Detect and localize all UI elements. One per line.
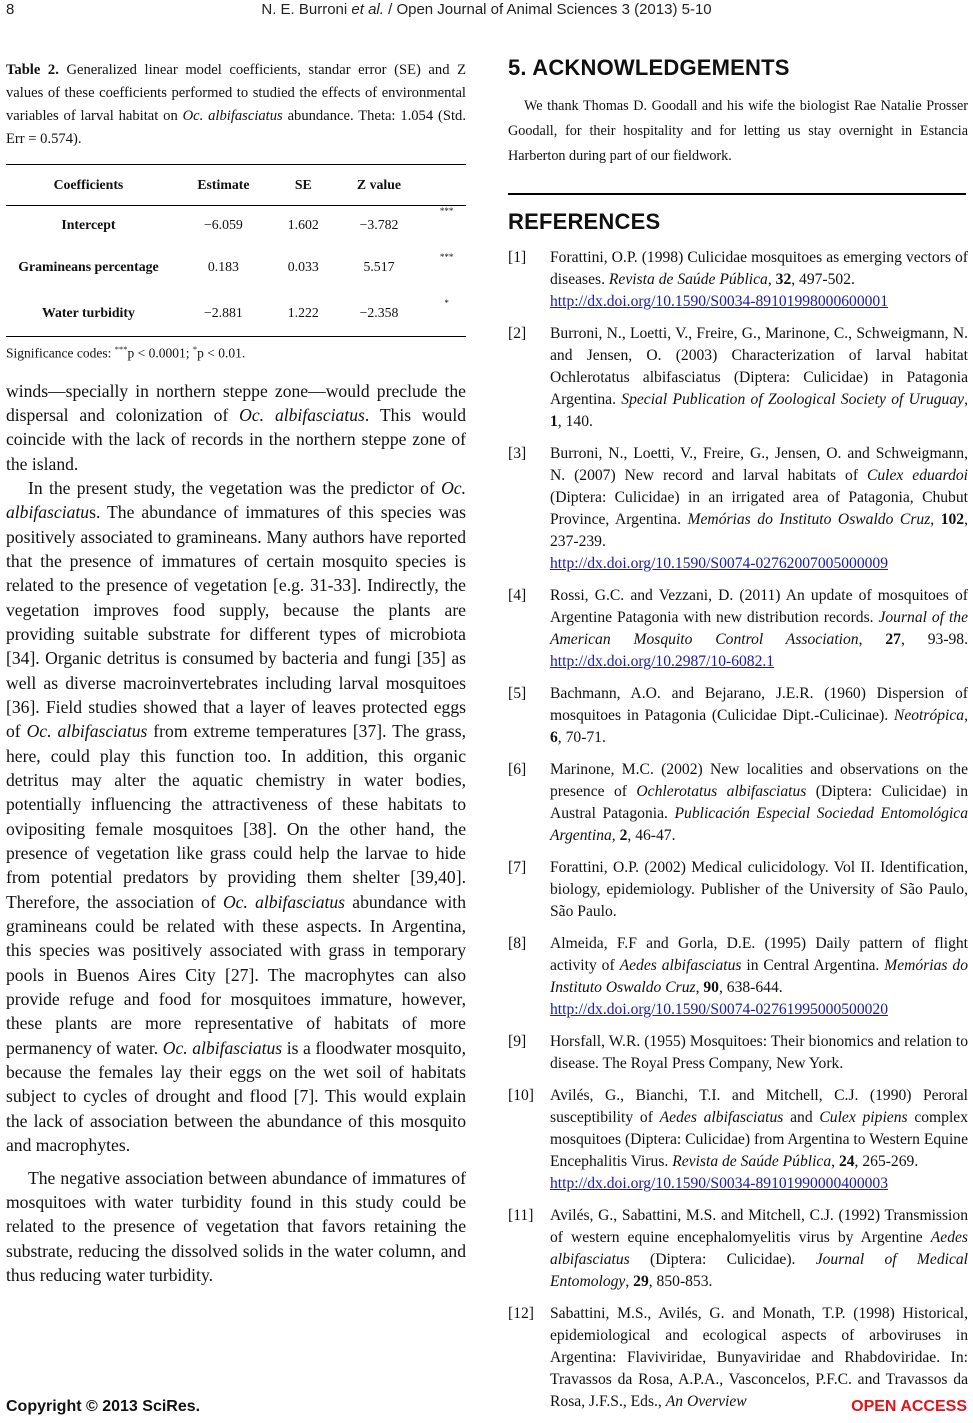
species-name: Oc. albifasciatu <box>6 477 466 523</box>
section-divider <box>508 193 966 195</box>
ref-text: Avilés, G., Sabattini, M.S. and Mitchell, C.J. (1992) Transmission of western equine encephalomyelitis virus by Argentine <box>550 1207 968 1246</box>
text: is a floodwater mosquito, because the females lay their eggs on the wet soil of habitats subject to cycles of drought and flood [7]. This would explain the lack of association between the abundance of this mosquito and macrophytes. <box>6 1037 466 1156</box>
sig-text-1: p < 0.0001; <box>127 345 193 361</box>
table-row <box>6 244 466 290</box>
reference-number: [9] <box>508 1033 527 1050</box>
ref-journal: Special Publication of Zoological Society of Uruguay <box>621 391 965 408</box>
ref-text: Forattini, O.P. (1998) Culicidae mosquitoes as emerging vectors of diseases. <box>550 249 968 288</box>
ref-pages: , 497-502. <box>791 271 855 288</box>
significance-codes <box>6 344 466 362</box>
coef-z: −2.358 <box>331 290 428 337</box>
acknowledgements-paragraph: We thank Thomas D. Goodall and his wife the biologist Rae Natalie Prosser Goodall, for their hospitality and for letting us stay overnight in Estancia Harberton during part of our fieldwork. <box>508 98 968 164</box>
ref-text: Burroni, N., Loetti, V., Freire, G., Jensen, O. and Schweigmann, N. (2007) New record and larval habitats of <box>550 445 968 484</box>
paragraph-3: The negative association between abundance of immatures of mosquitoes with water turbidity found in this study could be related to the presence of vegetation that favors retaining the substrate, reducing the dissolved solids in the water column, and thus reducing water turbidity. <box>6 1167 466 1285</box>
sig-prefix: Significance codes: <box>6 345 115 361</box>
coef-estimate: −6.059 <box>203 217 243 232</box>
running-head <box>0 1 973 18</box>
ref-volume: 6 <box>550 729 558 746</box>
sig-code-2: * <box>192 344 198 354</box>
reference-number: [2] <box>508 325 527 342</box>
coef-se: 1.602 <box>287 217 319 232</box>
running-head-journal: / Open Journal of Animal Sciences 3 (2013) 5-10 <box>383 1 712 18</box>
ref-sep: , <box>964 391 968 408</box>
caption-text: Generalized linear model coefficients, standar error (SE) and Z values of these coefficients performed to studied the effects of environmental variables of larval habitat on <box>6 62 466 124</box>
ref-text: Bachmann, A.O. and Bejarano, J.E.R. (1960) Dispersion of mosquitoes in Patagonia (Culicidae Dipt.-Culicinae). <box>550 685 968 724</box>
ref-species: Aedes albifasciatus <box>659 1109 784 1126</box>
ref-journal: Revista de Saúde Pública <box>608 271 768 288</box>
ref-sep: , <box>625 1273 634 1290</box>
coef-name: Water turbidity <box>6 290 171 337</box>
ref-journal: Journal of Medical Entomology <box>550 1251 968 1290</box>
ref-volume: 24 <box>838 1153 855 1170</box>
coef-sig: * <box>427 290 466 337</box>
ref-sep: , <box>695 979 704 996</box>
ref-journal: An Overview <box>665 1393 747 1410</box>
ref-journal: Journal of the American Mosquito Control Association <box>550 609 968 648</box>
acknowledgements-text <box>508 94 968 169</box>
coef-name: Gramineans percentage <box>18 259 159 274</box>
reference-item <box>508 585 968 673</box>
coef-z: 5.517 <box>363 259 395 274</box>
ref-text: Almeida, F.F and Gorla, D.E. (1995) Daily pattern of flight activity of <box>550 935 968 974</box>
text: abundance with gramineans could be related with these aspects. In Argentina, this species was positively associated with grass in temporary pools in Buenos Aires City [27]. The macrophytes can also provide refuge and food for mosquitoes immature, however, these plants are more representative of habitats of more permanency of water. <box>6 891 466 1058</box>
copyright-notice: Copyright © 2013 SciRes. <box>6 1398 201 1415</box>
reference-item <box>508 1031 968 1075</box>
reference-item <box>508 1205 968 1293</box>
coef-estimate: −2.881 <box>171 290 276 337</box>
reference-item <box>508 683 968 749</box>
coef-se: 1.222 <box>276 290 331 337</box>
ref-pages: , 237-239. <box>550 511 968 550</box>
table-caption <box>6 59 466 151</box>
ref-pages: , 46-47. <box>627 827 676 844</box>
running-head-etal: et al. <box>351 1 384 18</box>
ref-pages: , 140. <box>557 413 593 430</box>
glm-coefficients-table <box>6 164 466 337</box>
references-heading: REFERENCES <box>508 209 661 234</box>
coef-sig: *** <box>439 252 454 262</box>
page-number: 8 <box>6 1 15 18</box>
ref-pages: , 265-269. <box>854 1153 919 1170</box>
reference-number: [4] <box>508 587 527 604</box>
ref-volume: 27 <box>885 631 901 648</box>
reference-item <box>508 247 968 313</box>
ref-text: Marinone, M.C. (2002) New localities and observations on the presence of <box>550 761 968 800</box>
species-name: Oc. albifasciatus <box>222 891 346 912</box>
coef-name: Intercept <box>61 217 116 232</box>
ref-sep: , <box>930 511 941 528</box>
paragraph-1 <box>6 379 466 476</box>
reference-number: [5] <box>508 685 527 702</box>
reference-item <box>508 933 968 1021</box>
acknowledgements-heading: 5. ACKNOWLEDGEMENTS <box>508 55 790 80</box>
ref-journal: Revista de Saúde Pública <box>672 1153 832 1170</box>
text: from extreme temperatures [37]. The grass, here, could play this function too. In addition, this organic detritus may alter the aquatic chemistry in water bodies, potentially influencing the attractiveness of these habitats to ovipositing female mosquitoes [38]. On the other hand, the presence of vegetation like grass could help the larvae to hide from potential predators by providing them shelter [39,40]. Therefore, the association of <box>6 721 466 912</box>
paragraph-2 <box>6 476 466 1158</box>
ref-species: Culex eduardoi <box>866 467 969 484</box>
ref-volume: 29 <box>633 1273 649 1290</box>
left-column <box>6 59 466 1287</box>
table-label: Table 2. <box>6 62 59 78</box>
ref-sep: , <box>767 271 776 288</box>
ref-text: (Diptera: Culicidae) in an irrigated area of Patagonia, Chubut Province, Argentina. <box>550 489 968 528</box>
ref-journal: Memórias do Instituto Oswaldo Cruz <box>550 957 968 996</box>
coef-se: 0.033 <box>287 259 319 274</box>
ref-sep: , <box>964 707 968 724</box>
col-header-coefficients: Coefficients <box>6 165 171 206</box>
reference-number: [8] <box>508 935 527 952</box>
open-access-label: OPEN ACCESS <box>851 1398 967 1415</box>
ref-text: Avilés, G., Bianchi, T.I. and Mitchell, C.J. (1990) Peroral susceptibility of <box>550 1087 968 1126</box>
ref-text: Forattini, O.P. (2002) Medical culicidology. Vol II. Identification, biology, epidemiology. Publisher of the University of São Paulo, São Paulo. <box>550 859 968 920</box>
text: . This would coincide with the lack of records in the northern steppe zone of the island. <box>6 404 467 474</box>
reference-item <box>508 759 968 847</box>
species-name: Oc. albifasciatus <box>26 721 148 742</box>
ref-pages: , 93-98. <box>900 631 969 648</box>
coef-estimate: 0.183 <box>207 259 239 274</box>
ref-pages: , 70-71. <box>557 729 606 746</box>
ref-text: complex mosquitoes (Diptera: Culicidae) from Argentina to Western Equine Encephalitis Virus. <box>550 1109 969 1170</box>
doi-link[interactable]: http://dx.doi.org/10.1590/S0034-89101998000600001 <box>550 293 889 310</box>
table-header-row <box>6 165 466 206</box>
ref-pages: , 638-644. <box>718 979 783 996</box>
doi-link[interactable]: http://dx.doi.org/10.1590/S0034-89101990000400003 <box>550 1175 889 1192</box>
ref-sep: , <box>831 1153 839 1170</box>
species-name: Oc. albifasciatus <box>162 1037 283 1058</box>
ref-text: in Central Argentina. <box>741 957 885 974</box>
ref-volume: 1 <box>550 413 558 430</box>
ref-journal: Memórias do Instituto Oswaldo Cruz <box>687 511 931 528</box>
doi-link[interactable]: http://dx.doi.org/10.2987/10-6082.1 <box>550 653 775 670</box>
ref-text: (Diptera: Culicidae) in Austral Patagonia. <box>550 783 969 822</box>
ref-pages: , 850-853. <box>648 1273 713 1290</box>
text: In the present study, the vegetation was the predictor of <box>28 477 442 498</box>
reference-item <box>508 1085 968 1195</box>
ref-text: (Diptera: Culicidae). <box>629 1251 816 1268</box>
col-header-estimate: Estimate <box>171 165 276 206</box>
ref-text: and <box>783 1109 820 1126</box>
ref-species: Ochlerotatus albifasciatus <box>636 783 807 800</box>
reference-number: [6] <box>508 761 527 778</box>
ref-text: Rossi, G.C. and Vezzani, D. (2011) An update of mosquitoes of Argentine Patagonia with new distribution records. <box>550 587 968 626</box>
text: s. The abundance of immatures of this species was positively associated to gramineans. Many authors have reported that the presence of immatures of certain mosquito species is related to the presence of vegetation [e.g. 31-33]. Indirectly, the vegetation improves food supply, because the plants are providing suitable substrate for different types of microbiota [34]. Organic detritus is consumed by bacteria and fungi [35] as well as diverse macroinvertebrates including larval mosquitoes [36]. Field studies showed that a layer of leaves protected eggs of <box>6 502 466 742</box>
ref-species: Aedes albifasciatus <box>550 1229 968 1268</box>
ref-volume: 102 <box>940 511 965 528</box>
reference-number: [1] <box>508 249 527 266</box>
col-header-se: SE <box>276 165 331 206</box>
doi-link[interactable]: http://dx.doi.org/10.1590/S0074-02761995000500020 <box>550 1001 889 1018</box>
ref-volume: 2 <box>619 827 628 844</box>
ref-volume: 32 <box>775 271 792 288</box>
reference-item <box>508 857 968 923</box>
species-name: Oc. albifasciatus <box>239 404 365 425</box>
ref-species: Culex pipiens <box>819 1109 908 1126</box>
coef-sig: *** <box>439 206 454 216</box>
ref-text: Sabattini, M.S., Avilés, G. and Monath, T.P. (1998) Historical, epidemiological and ecological aspects of arboviruses in Argentina: Flaviviridae, Bunyaviridae and Rhabdoviridae. In: Travassos da Rosa, A.P.A., Vasconcelos, P.F.C. and Travassos da Rosa, J.F.S., Eds., <box>550 1305 968 1410</box>
reference-number: [10] <box>508 1087 534 1104</box>
col-header-sig <box>427 165 466 206</box>
ref-text: Burroni, N., Loetti, V., Freire, G., Marinone, C., Schweigmann, N. and Jensen, O. (2003) Characterization of larval habitat Ochlerotatus albifasciatus (Diptera: Culicidae) in Patagonia Argentina. <box>550 325 968 408</box>
ref-volume: 90 <box>703 979 719 996</box>
ref-species: Aedes albifasciatus <box>619 957 742 974</box>
reference-item <box>508 323 968 433</box>
table-row <box>6 290 466 337</box>
reference-number: [3] <box>508 445 527 462</box>
coef-z: −3.782 <box>359 217 399 232</box>
ref-sep: , <box>611 827 620 844</box>
reference-number: [7] <box>508 859 527 876</box>
sig-text-2: p < 0.01. <box>197 345 246 361</box>
ref-sep: , <box>858 631 886 648</box>
running-header <box>0 0 973 24</box>
reference-item <box>508 1303 968 1413</box>
reference-number: [12] <box>508 1305 534 1322</box>
reference-list <box>508 247 968 1413</box>
reference-number: [11] <box>508 1207 534 1224</box>
table-row <box>6 206 466 245</box>
right-column <box>508 55 968 1423</box>
col-header-zvalue: Z value <box>331 165 428 206</box>
ref-text: Horsfall, W.R. (1955) Mosquitoes: Their bionomics and relation to disease. The Royal Press Company, New York. <box>550 1033 968 1072</box>
doi-link[interactable]: http://dx.doi.org/10.1590/S0074-02762007005000009 <box>550 555 889 572</box>
caption-species: Oc. albifasciatus <box>182 108 283 124</box>
caption-text-end: abundance. Theta: 1.054 (Std. Err = 0.574). <box>6 108 466 147</box>
sig-code-1: *** <box>114 344 128 354</box>
ref-journal: Publicación Especial Sociedad Entomológica Argentina <box>550 805 968 844</box>
body-text <box>6 379 466 1288</box>
reference-item <box>508 443 968 575</box>
text: winds—specially in northern steppe zone—would preclude the dispersal and colonization of <box>6 380 466 425</box>
running-head-authors: N. E. Burroni <box>261 1 352 18</box>
ref-journal: Neotrópica <box>893 707 965 724</box>
